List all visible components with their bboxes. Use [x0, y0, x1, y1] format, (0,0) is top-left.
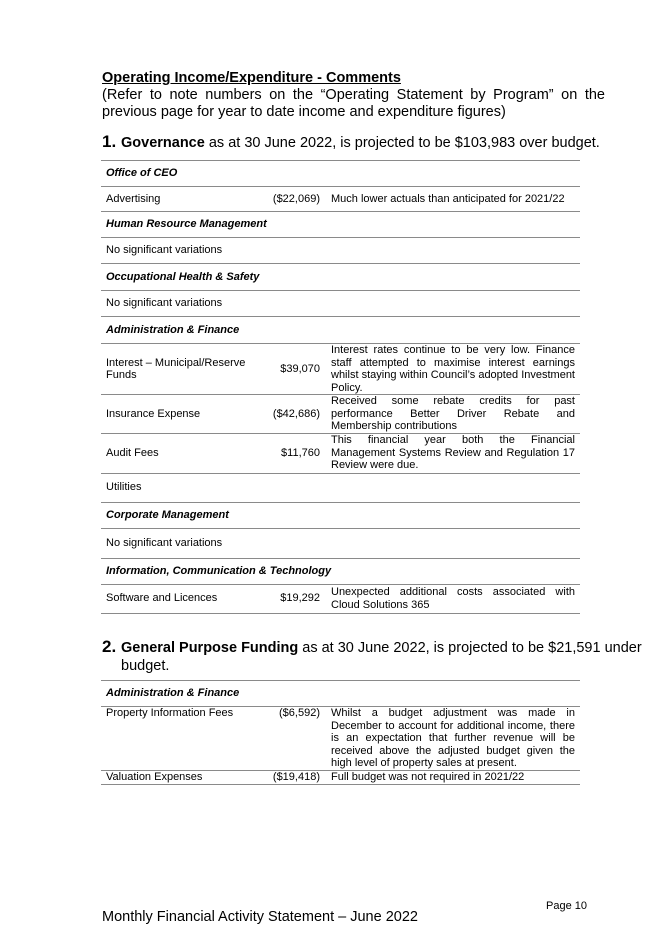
variance-comment: Full budget was not required in 2021/22 — [326, 771, 580, 785]
variance-row — [101, 187, 580, 212]
item-label: No significant variations — [101, 291, 255, 317]
variance-row — [101, 528, 580, 558]
group-header-row — [101, 681, 580, 707]
group-label: Human Resource Management — [101, 212, 580, 238]
variance-row — [101, 473, 580, 502]
variance-comment — [326, 473, 580, 502]
section-summary: as at 30 June 2022, is projected to be $103,983 over budget. — [204, 135, 600, 151]
variance-comment — [326, 238, 580, 264]
group-header-row — [101, 212, 580, 238]
group-label: Information, Communication & Technology — [101, 558, 580, 584]
page-number: Page 10 — [546, 900, 587, 912]
general-purpose-funding-variance-table — [101, 680, 580, 785]
section-name: General Purpose Funding — [121, 640, 299, 656]
variance-row — [101, 771, 580, 785]
variance-amount: ($42,686) — [255, 395, 326, 434]
group-label: Occupational Health & Safety — [101, 264, 580, 291]
group-label: Administration & Finance — [101, 681, 580, 707]
item-label: No significant variations — [101, 528, 255, 558]
group-header-row — [101, 161, 580, 187]
group-label: Office of CEO — [101, 161, 580, 187]
variance-row — [101, 433, 580, 473]
variance-row — [101, 584, 580, 613]
variance-comment: Unexpected additional costs associated with Cloud Solutions 365 — [326, 584, 580, 613]
variance-row — [101, 707, 580, 771]
variance-amount — [255, 473, 326, 502]
variance-row — [101, 344, 580, 395]
item-label: Insurance Expense — [101, 395, 255, 434]
variance-amount: $19,292 — [255, 584, 326, 613]
section-heading: Operating Income/Expenditure - Comments — [102, 70, 401, 86]
group-header-row — [101, 264, 580, 291]
variance-amount: ($6,592) — [255, 707, 326, 771]
group-label: Administration & Finance — [101, 317, 580, 344]
variance-comment: Received some rebate credits for past performance Better Driver Rebate and Membership contributions — [326, 395, 580, 434]
group-label: Corporate Management — [101, 502, 580, 528]
variance-row — [101, 291, 580, 317]
governance-variance-table — [101, 160, 580, 614]
section-number: 1. — [102, 132, 117, 151]
item-label: Property Information Fees — [101, 707, 255, 771]
variance-amount: $39,070 — [255, 344, 326, 395]
item-label: Valuation Expenses — [101, 771, 255, 785]
item-label: No significant variations — [101, 238, 255, 264]
variance-comment — [326, 528, 580, 558]
variance-comment — [326, 291, 580, 317]
intro-note: (Refer to note numbers on the “Operating Statement by Program” on the previous page for year to date income and expenditure figures) — [102, 87, 605, 120]
item-label: Interest – Municipal/Reserve Funds — [101, 344, 255, 395]
section-summary-continued: budget. — [121, 658, 170, 674]
section-1-title — [102, 133, 600, 152]
group-header-row — [101, 317, 580, 344]
variance-comment: Much lower actuals than anticipated for 2021/22 — [326, 187, 580, 212]
section-summary: as at 30 June 2022, is projected to be $21,591 under — [298, 640, 642, 656]
section-number: 2. — [102, 637, 117, 656]
item-label: Advertising — [101, 187, 255, 212]
variance-amount: ($19,418) — [255, 771, 326, 785]
variance-amount — [255, 238, 326, 264]
variance-amount — [255, 528, 326, 558]
variance-amount — [255, 291, 326, 317]
item-label: Utilities — [101, 473, 255, 502]
footer-title: Monthly Financial Activity Statement – June 2022 — [102, 909, 418, 925]
variance-comment: This financial year both the Financial Management Systems Review and Regulation 17 Review were due. — [326, 433, 580, 473]
group-header-row — [101, 558, 580, 584]
variance-comment: Whilst a budget adjustment was made in December to account for additional income, there is an expectation that further revenue will be received above the adjusted budget given the high level of property sales at present. — [326, 707, 580, 771]
variance-row — [101, 395, 580, 434]
item-label: Audit Fees — [101, 433, 255, 473]
variance-amount: $11,760 — [255, 433, 326, 473]
section-name: Governance — [121, 135, 205, 151]
variance-amount: ($22,069) — [255, 187, 326, 212]
variance-comment: Interest rates continue to be very low. Finance staff attempted to maximise interest earnings whilst staying within Council’s adopted Investment Policy. — [326, 344, 580, 395]
group-header-row — [101, 502, 580, 528]
section-2-title — [102, 638, 642, 675]
item-label: Software and Licences — [101, 584, 255, 613]
variance-row — [101, 238, 580, 264]
